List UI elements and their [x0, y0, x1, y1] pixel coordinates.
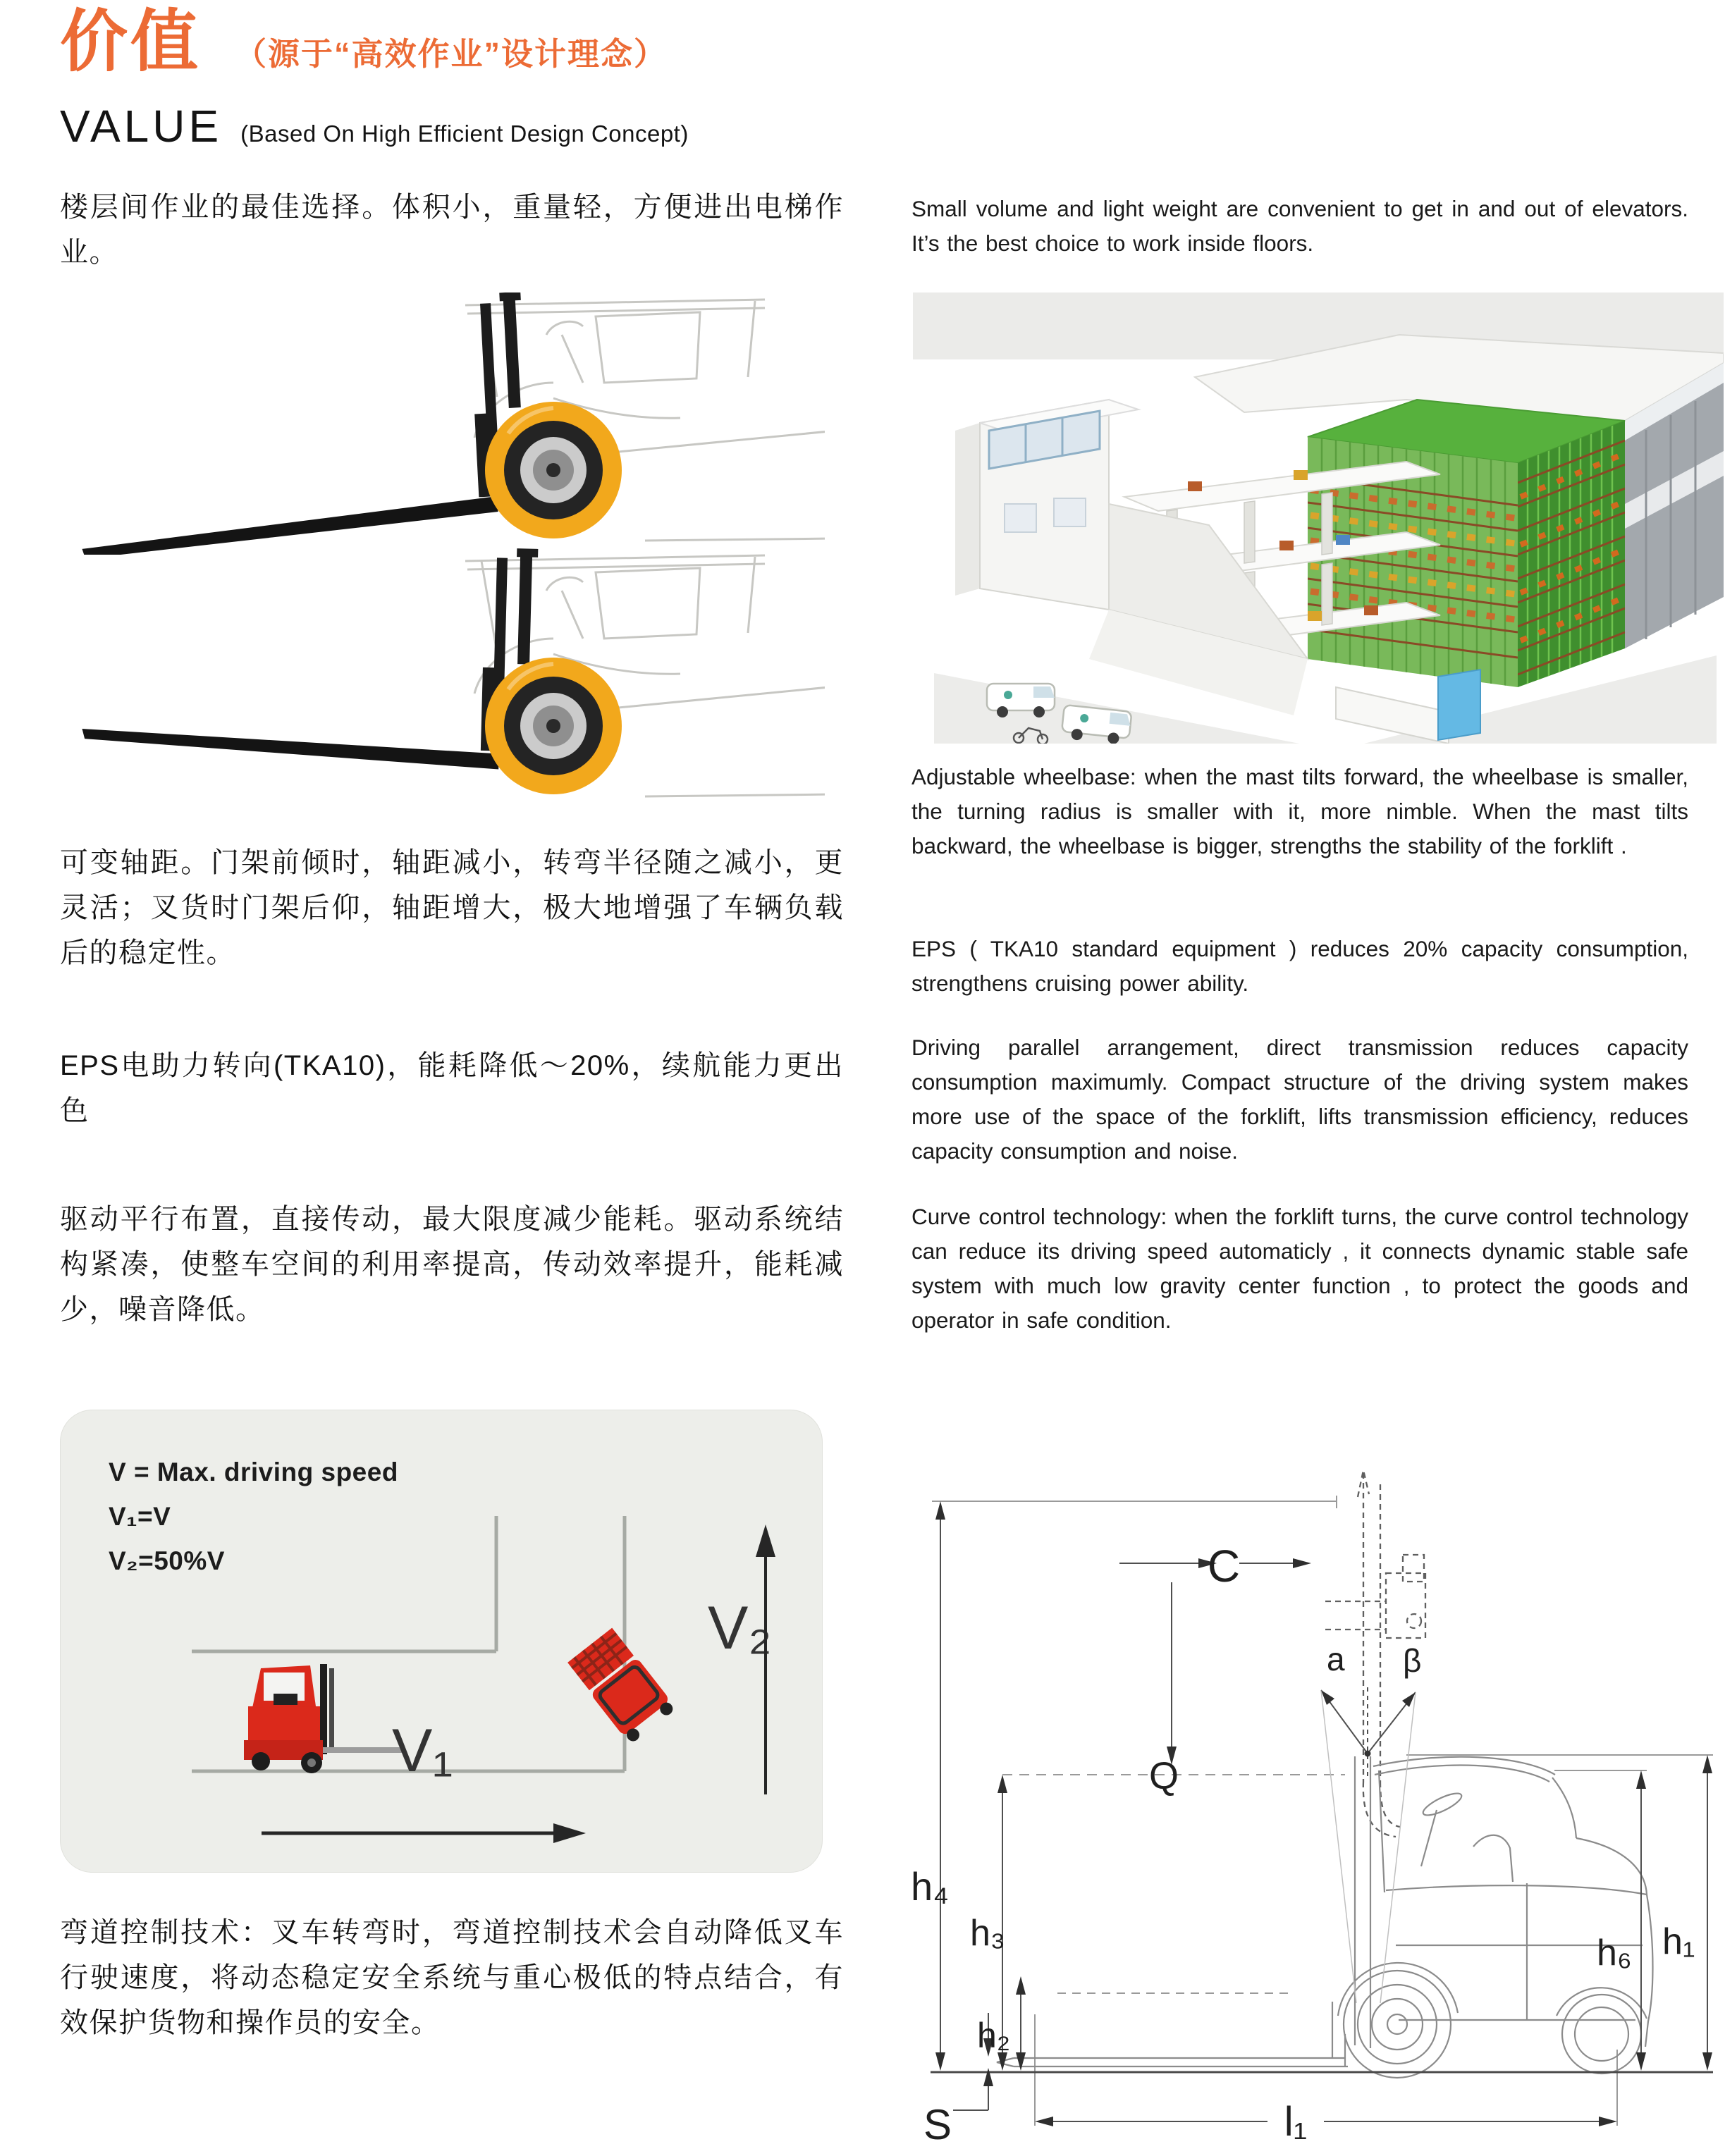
v1-forklift	[244, 1664, 405, 1773]
entry-parapet	[1336, 687, 1449, 744]
speed-legend	[109, 1458, 398, 1575]
front-wheel	[485, 658, 622, 794]
mast-and-fork	[81, 548, 538, 770]
left-para-drive: 驱动平行布置，直接传动，最大限度减少能耗。驱动系统结构紧凑，使整车空间的利用率提高，传动效率提升，能耗减少，噪音降低。	[60, 1204, 844, 1325]
warehouse-cutaway-illustration	[913, 292, 1724, 744]
label-l1: l₁	[1284, 2099, 1308, 2145]
dimension-labels	[911, 1541, 1695, 2148]
forklift-side-drawing-tilt-backward	[60, 548, 825, 811]
left-para-eps: EPS电助力转向(TKA10)，能耗降低～20%，续航能力更出色	[60, 1050, 844, 1126]
left-para-curve: 弯道控制技术：叉车转弯时，弯道控制技术会自动降低叉车行驶速度，将动态稳定安全系统与重心极低的特点结合，有效保护货物和操作员的安全。	[60, 1917, 844, 2038]
dimension-lines	[940, 1508, 1707, 2121]
label-h3: h₃	[970, 1913, 1006, 1954]
right-arrow-icon	[553, 1823, 586, 1843]
label-q: Q	[1149, 1755, 1179, 1797]
right-para-driving: Driving parallel arrangement, direct transmission reduces capacity consumption maximumly. Compact structure of the driving system makes more use of the space of the forklift, lifts transmission efficiency, reduces capacity consumption and noise.	[911, 1035, 1688, 1164]
left-para-wheelbase: 可变轴距。门架前倾时，轴距减小，转弯半径随之减小，更灵活；叉货时门架后仰，轴距增大，极大地增强了车辆负载后的稳定性。	[60, 847, 844, 968]
forklift-outline	[997, 1756, 1653, 2078]
label-h1: h₁	[1662, 1921, 1695, 1962]
right-para-small-volume: Small volume and light weight are convenient to get in and out of elevators. It’s the best choice to work inside floors.	[911, 196, 1688, 257]
legend-line-1: V = Max. driving speed	[109, 1458, 398, 1486]
front-wheel	[485, 402, 622, 538]
page-title-en-sub: (Based On High Efficient Design Concept)	[240, 121, 689, 147]
label-h2: h₂	[977, 2016, 1011, 2055]
up-arrow-icon	[756, 1524, 775, 1557]
mast-and-fork	[70, 292, 533, 555]
label-a: a	[1327, 1641, 1345, 1677]
direction-arrows	[262, 1524, 775, 1843]
label-h4: h₄	[911, 1864, 950, 1909]
label-beta: β	[1403, 1642, 1422, 1679]
right-para-eps: EPS ( TKA10 standard equipment ) reduces 20% capacity consumption, strengthens cruising power ability.	[911, 936, 1688, 997]
page-title-zh: 价值	[60, 4, 201, 80]
page-title-en: VALUE	[60, 101, 223, 152]
v2-forklift-turning	[567, 1627, 677, 1745]
v2-label: V₂	[708, 1594, 772, 1662]
blue-lift-box	[1438, 670, 1480, 740]
extension-lines	[932, 1496, 1713, 2126]
label-c: C	[1207, 1541, 1241, 1591]
label-h6: h₆	[1597, 1933, 1632, 1973]
dimension-arrowheads	[935, 1501, 1712, 2126]
tilt-pivot-dot	[1365, 1751, 1371, 1757]
legend-line-3: V₂=50%V	[109, 1546, 225, 1575]
speed-diagram-panel	[60, 1410, 823, 1873]
right-para-adjustable: Adjustable wheelbase: when the mast tilts forward, the wheelbase is smaller, the turning radius is smaller with it, more nimble. When the mast tilts backward, the wheelbase is bigger, strengths the stability of the forklift .	[911, 764, 1688, 859]
label-s: S	[923, 2101, 952, 2148]
forklift-side-drawing-tilt-forward	[60, 292, 825, 555]
page-title-zh-sub: （源于“高效作业”设计理念）	[235, 36, 668, 72]
legend-line-2: V₁=V	[109, 1502, 171, 1531]
right-para-curve: Curve control technology: when the forklift turns, the curve control technology can reduce its driving speed automaticly , it connects dynamic stable safe system with much low gravity center function , to protect the goods and operator in safe condition.	[911, 1204, 1688, 1333]
page-title-en-row	[60, 100, 689, 152]
left-para-best-choice: 楼层间作业的最佳选择。体积小，重量轻，方便进出电梯作业。	[60, 192, 844, 268]
page-title-zh-row	[60, 4, 668, 80]
v1-label: V₁	[392, 1717, 453, 1785]
forklift-dimension-diagram	[909, 1452, 1725, 2156]
speed-diagram	[61, 1410, 822, 1872]
